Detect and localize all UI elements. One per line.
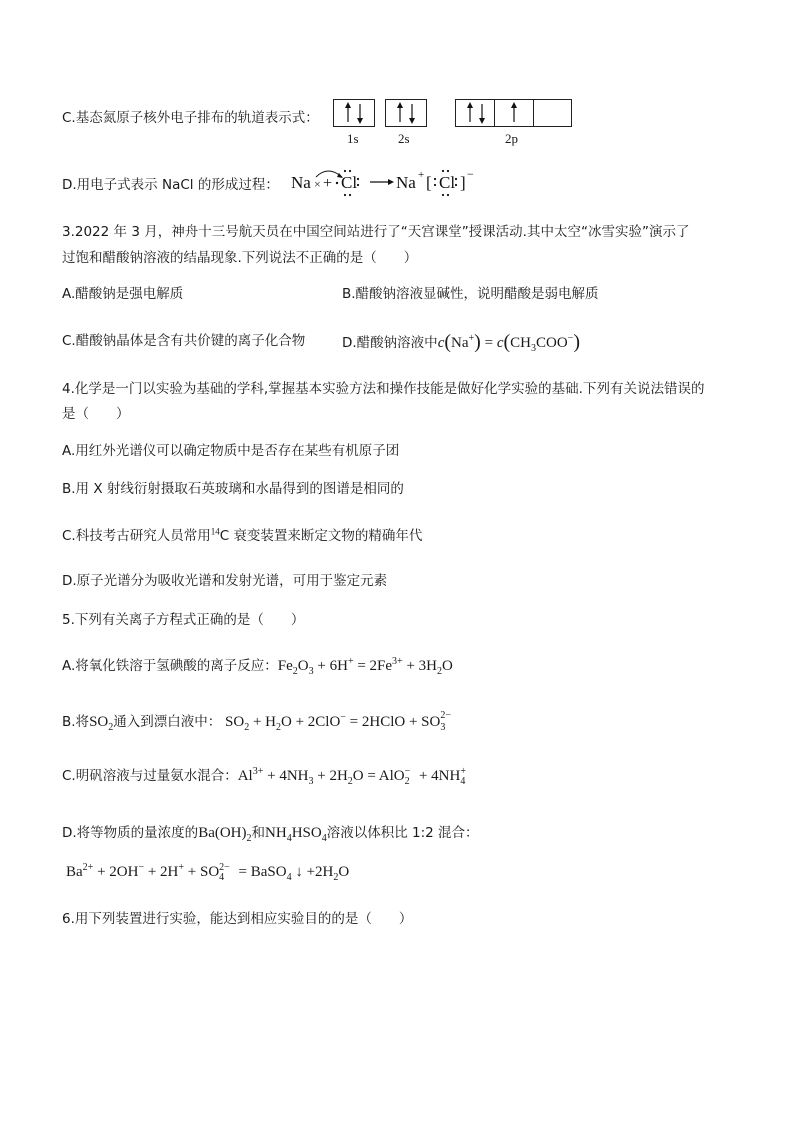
q3-option-c: C.醋酸钠晶体是含有共价键的离子化合物 <box>62 333 306 349</box>
q5-option-c-text: C.明矾溶液与过量氨水混合： <box>62 768 238 784</box>
svg-text:Na: Na <box>396 173 416 192</box>
svg-text:+: + <box>418 169 425 181</box>
orbital-1s-box <box>333 99 375 127</box>
svg-text:−: − <box>467 167 474 181</box>
orbital-label-2s: 2s <box>398 131 410 146</box>
orbital-label-1s: 1s <box>347 131 359 146</box>
q2-option-d-text: D.用电子式表示 NaCl 的形成过程： <box>62 177 279 193</box>
q5-option-d-equation: $Ba^{2+} + 2OH^- + 2H^+ + SO_4^{2-}$ = BaSO$_4$ ↓ $+2H_2O$ <box>66 862 350 883</box>
q5-option-d-text1: D.将等物质的量浓度的 <box>62 825 199 841</box>
svg-text:Cl: Cl <box>341 173 358 192</box>
q2-option-c <box>62 108 319 128</box>
q3-option-b: B.醋酸钠溶液显碱性，说明醋酸是弱电解质 <box>342 286 599 302</box>
q5-option-b-text: B.将 <box>62 714 90 730</box>
orbital-2p-box <box>455 99 572 127</box>
q3-option-a: A.醋酸钠是强电解质 <box>62 286 184 302</box>
q5-stem: 5.下列有关离子方程式正确的是（ ） <box>62 612 305 628</box>
q2-option-c-text: C.基态氮原子核外电子排布的轨道表示式： <box>62 110 319 126</box>
q5-option-d-text3: 溶液以体积比 1:2 混合： <box>326 825 479 841</box>
q6-stem: 6.用下列装置进行实验，能达到相应实验目的的是（ ） <box>62 911 413 927</box>
q4-option-c-post: C 衰变装置来断定文物的精确年代 <box>219 528 423 544</box>
q5-option-b: B.将$SO_2$通入到漂白液中： $SO_2 + H_2O + 2ClO^-$ = 2HClO + $SO_3^{2-}$ <box>62 712 456 732</box>
q4-option-c-pre: C.科技考古研究人员常用 <box>62 528 211 544</box>
q4-stem-line2: 是（ ） <box>62 406 130 422</box>
q5-option-b-equation: $SO_2 + H_2O + 2ClO^-$ = 2HClO + $SO_3^{2-}$ <box>221 710 451 733</box>
q5-option-a <box>62 656 453 676</box>
q5-option-d-text2: 和 <box>251 825 266 841</box>
q4-option-a: A.用红外光谱仪可以确定物质中是否存在某些有机原子团 <box>62 443 400 459</box>
q5-option-c <box>62 766 471 786</box>
svg-text:Na: Na <box>291 173 311 192</box>
svg-text:×: × <box>314 177 321 191</box>
q2-option-d <box>62 175 279 195</box>
orbital-1s-arrows <box>334 100 374 126</box>
q3-option-d <box>342 331 580 353</box>
q4-stem-line1: 4.化学是一门以实验为基础的学科,掌握基本实验方法和操作技能是做好化学实验的基础.下列有关说法错误的 <box>62 381 705 397</box>
orbital-2s-box <box>385 99 427 127</box>
q3-stem-line2: 过饱和醋酸钠溶液的结晶现象.下列说法不正确的是（ ） <box>62 250 418 266</box>
q3-option-d-formula: $c(Na^+) = c(CH_3COO^-)$ <box>437 331 580 354</box>
q5-option-d-line1: D.将等物质的量浓度的$Ba(OH)_2$和$NH_4HSO_4$溶液以体积比 1:2 混合： <box>62 825 479 844</box>
svg-text:Cl: Cl <box>439 173 456 192</box>
svg-text:]: ] <box>460 173 466 192</box>
q5-option-a-text: A.将氧化铁溶于氢碘酸的离子反应： <box>62 658 278 674</box>
q5-option-b-text2: 通入到漂白液中： <box>113 714 222 730</box>
q4-option-d: D.原子光谱分为吸收光谱和发射光谱，可用于鉴定元素 <box>62 573 388 589</box>
q4-option-c: C.科技考古研究人员常用$^{14}$C 衰变装置来断定文物的精确年代 <box>62 526 423 544</box>
orbital-2s-arrows <box>386 100 426 126</box>
q5-option-c-equation: $Al^{3+} + 4NH_3 + 2H_2O = AlO_2^- + 4NH_4^+$ <box>237 766 466 787</box>
orbital-2p-arrows <box>456 100 571 126</box>
q3-option-d-text: D.醋酸钠溶液中 <box>342 335 438 351</box>
svg-text:+: + <box>323 175 333 192</box>
q5-option-a-equation: $Fe_2O_3 + 6H^+ = 2Fe^{3+} + 3H_2O$ <box>277 656 453 677</box>
nacl-electron-formula <box>288 163 488 203</box>
q3-stem-line1: 3.2022 年 3 月，神舟十三号航天员在中国空间站进行了“天宫课堂”授课活动.其中太空“冰雪实验”演示了 <box>62 224 690 240</box>
orbital-label-2p: 2p <box>505 131 518 146</box>
svg-text:[: [ <box>426 173 432 192</box>
q4-option-b: B.用 X 射线衍射摄取石英玻璃和水晶得到的图谱是相同的 <box>62 481 404 497</box>
